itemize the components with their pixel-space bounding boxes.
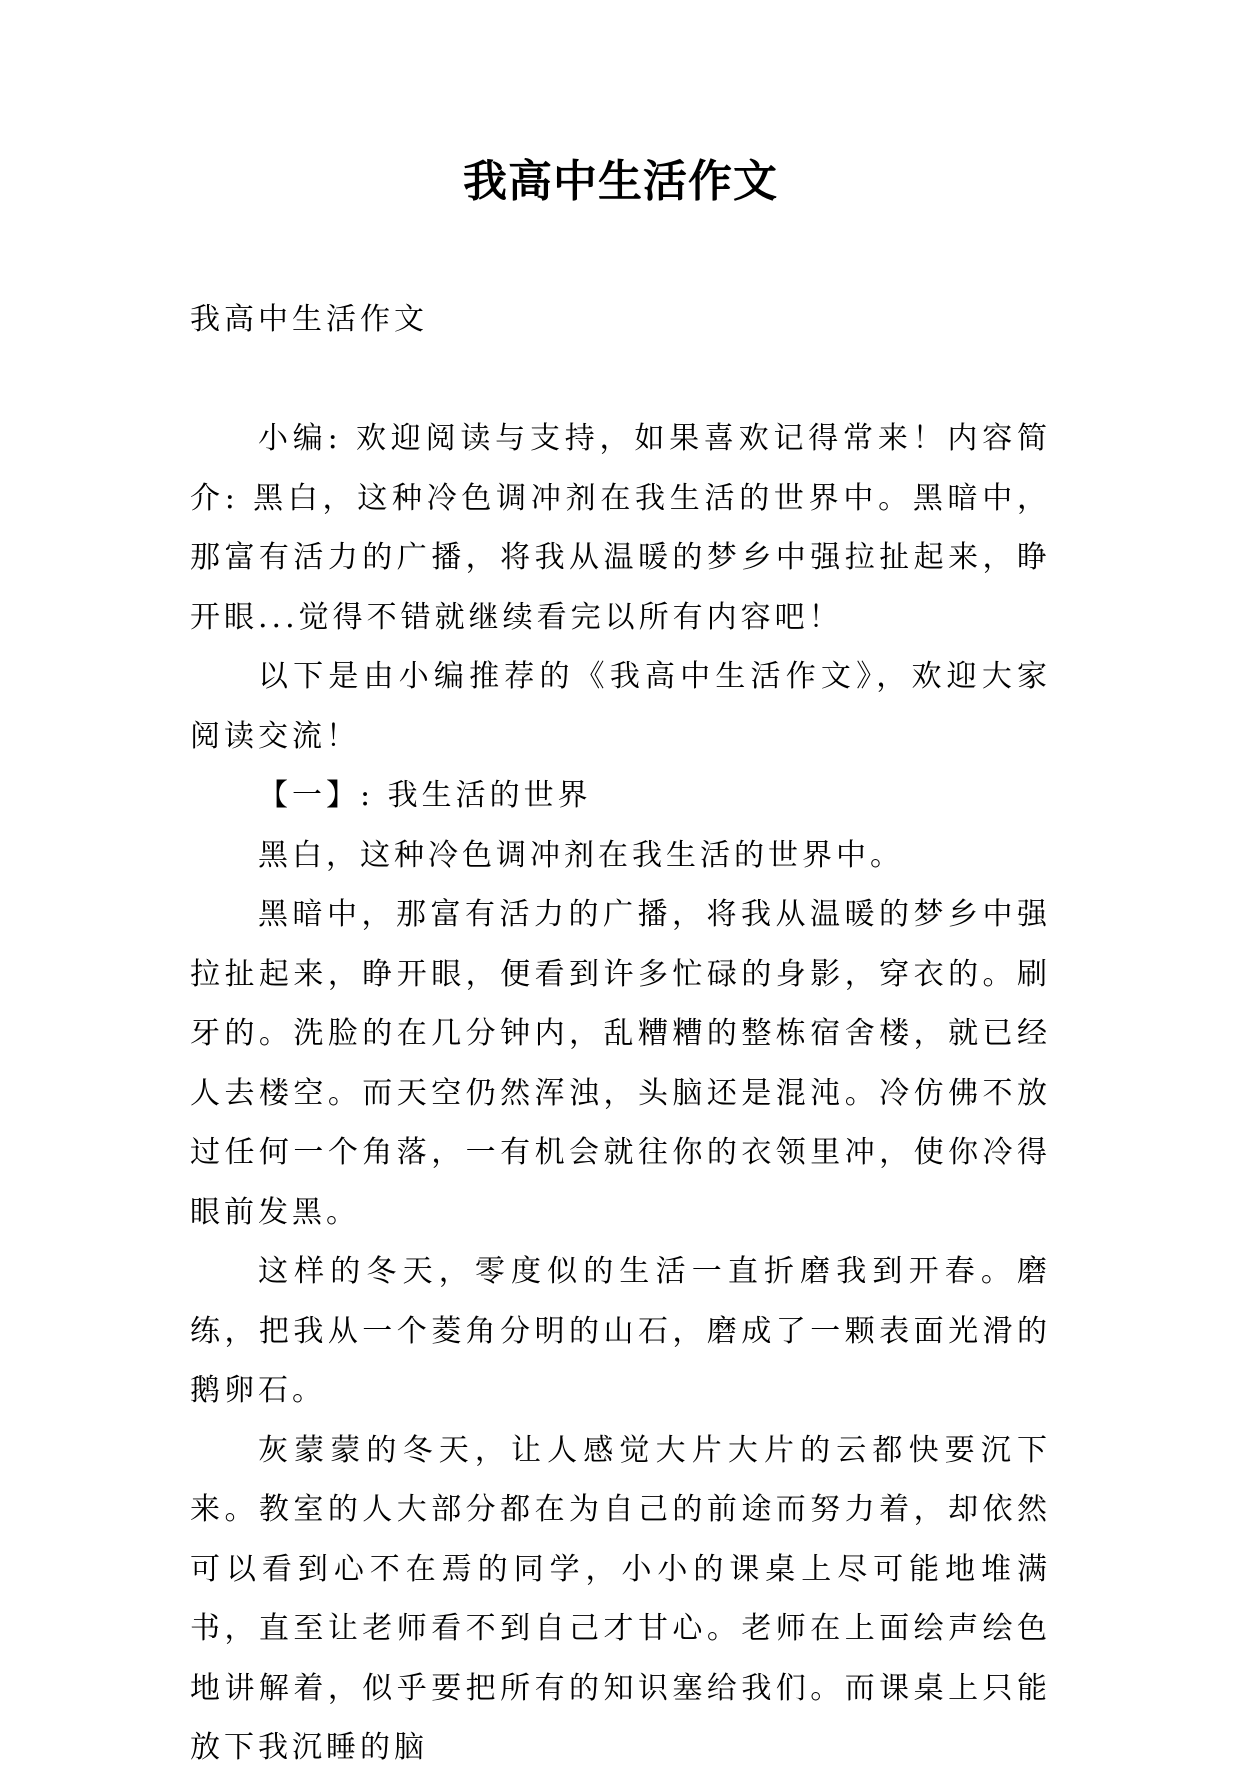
body-paragraph: 黑白，这种冷色调冲剂在我生活的世界中。	[258, 837, 904, 873]
section-heading: 【一】: 我生活的世界	[258, 778, 592, 813]
intro-paragraph: 小编: 欢迎阅读与支持，如果喜欢记得常来！内容简介: 黑白，这种冷色调冲剂在我生活的世界中。黑暗中，那富有活力的广播，将我从温暖的梦乡中强拉扯起来，睁开眼...觉得不错就继续看完以所有内容吧！	[190, 421, 1051, 635]
body-paragraph: 这样的冬天，零度似的生活一直折磨我到开春。磨练，把我从一个菱角分明的山石，磨成了一颗表面光滑的鹅卵石。	[190, 1254, 1051, 1408]
document-subtitle: 我高中生活作文	[190, 302, 428, 337]
body-paragraph: 灰蒙蒙的冬天，让人感觉大片大片的云都快要沉下来。教室的人大部分都在为自己的前途而努力着，却依然可以看到心不在焉的同学，小小的课桌上尽可能地堆满书，直至让老师看不到自己才甘心。老师在上面绘声绘色地讲解着，似乎要把所有的知识塞给我们。而课桌上只能放下我沉睡的脑	[190, 1432, 1051, 1765]
document-body	[190, 290, 1051, 1778]
document-title: 我高中生活作文	[463, 156, 778, 207]
body-paragraph: 黑暗中，那富有活力的广播，将我从温暖的梦乡中强拉扯起来，睁开眼，便看到许多忙碌的身影，穿衣的。刷牙的。洗脸的在几分钟内，乱糟糟的整栋宿舍楼，就已经人去楼空。而天空仍然浑浊，头脑还是混沌。冷仿佛不放过任何一个角落，一有机会就往你的衣领里冲，使你冷得眼前发黑。	[190, 897, 1051, 1230]
recommendation-paragraph: 以下是由小编推荐的《我高中生活作文》，欢迎大家阅读交流！	[190, 659, 1051, 754]
